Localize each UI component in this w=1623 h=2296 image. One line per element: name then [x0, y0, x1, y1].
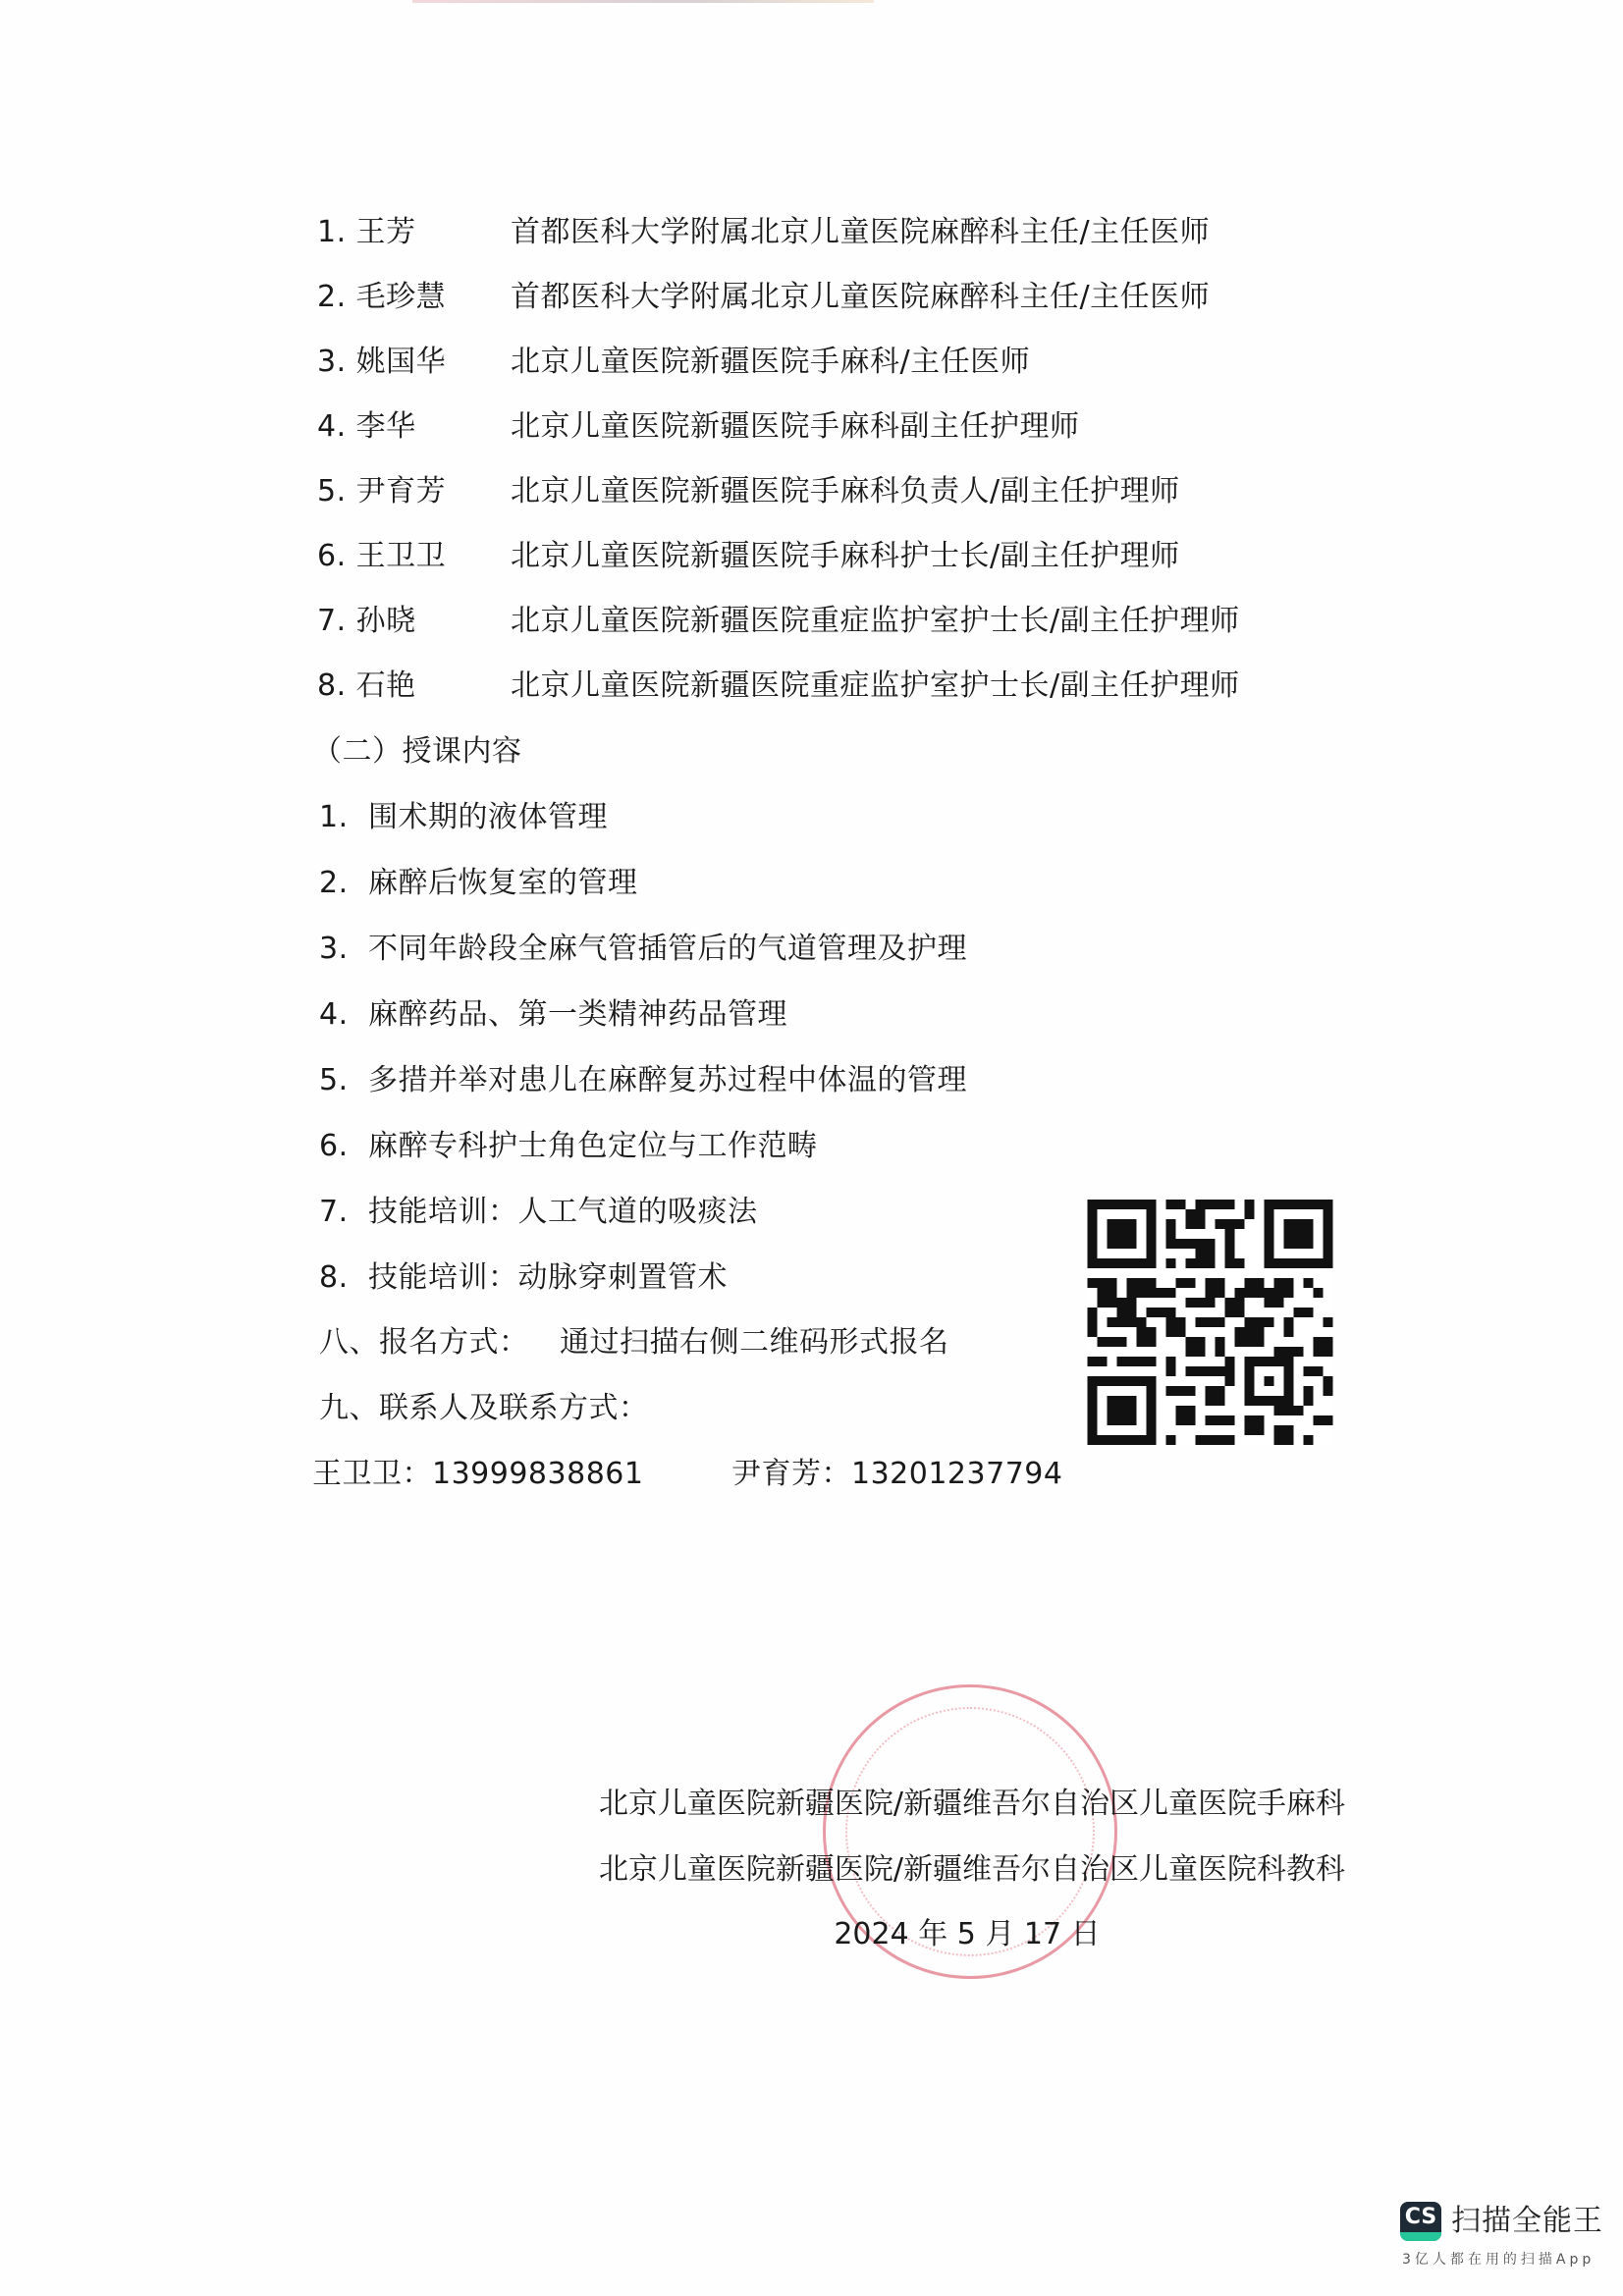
course-item-text: 技能培训：人工气道的吸痰法 [368, 1195, 758, 1229]
instructor-name: 4. 李华 [317, 409, 416, 444]
page-top-edge [412, 0, 874, 3]
instructor-name: 8. 石艳 [317, 668, 416, 703]
instructor-name: 3. 姚国华 [317, 345, 447, 379]
course-item-text: 麻醉后恢复室的管理 [368, 866, 638, 900]
signature-date: 2024 年 5 月 17 日 [834, 1917, 1101, 1951]
watermark-app-name: 扫描全能王 [1451, 2204, 1603, 2238]
course-item-number: 7. [319, 1195, 349, 1229]
course-item-number: 3. [319, 932, 349, 966]
course-item-number: 6. [319, 1129, 349, 1163]
instructor-title: 北京儿童医院新疆医院重症监护室护士长/副主任护理师 [511, 604, 1240, 638]
instructor-name: 2. 毛珍慧 [317, 280, 447, 314]
course-item-number: 1. [319, 800, 349, 834]
camscanner-logo-icon [1400, 2202, 1441, 2241]
watermark-tagline: 3亿人都在用的扫描App [1402, 2252, 1596, 2268]
instructor-title: 首都医科大学附属北京儿童医院麻醉科主任/主任医师 [511, 280, 1211, 314]
course-item-text: 多措并举对患儿在麻醉复苏过程中体温的管理 [368, 1063, 967, 1097]
course-item-text: 麻醉专科护士角色定位与工作范畴 [368, 1129, 818, 1163]
contact-person: 王卫卫：13999838861 [312, 1457, 644, 1491]
instructor-name: 6. 王卫卫 [317, 539, 447, 573]
instructor-name: 5. 尹育芳 [317, 474, 447, 508]
signature-line-1: 北京儿童医院新疆医院/新疆维吾尔自治区儿童医院手麻科 [598, 1787, 1346, 1821]
course-item-text: 麻醉药品、第一类精神药品管理 [368, 997, 787, 1032]
instructor-name: 1. 王芳 [317, 215, 416, 249]
logo-accent-bar [1400, 2232, 1441, 2241]
qr-code-graphic [1085, 1200, 1335, 1445]
course-section-heading: （二）授课内容 [312, 734, 522, 769]
course-item-number: 5. [319, 1063, 349, 1097]
registration-text: 通过扫描右侧二维码形式报名 [560, 1325, 949, 1360]
instructor-title: 北京儿童医院新疆医院手麻科负责人/副主任护理师 [511, 474, 1180, 508]
course-item-text: 围术期的液体管理 [368, 800, 608, 834]
instructor-title: 北京儿童医院新疆医院重症监护室护士长/副主任护理师 [511, 668, 1240, 703]
instructor-title: 北京儿童医院新疆医院手麻科护士长/副主任护理师 [511, 539, 1180, 573]
course-item-number: 2. [319, 866, 349, 900]
registration-label: 八、报名方式： [319, 1325, 529, 1360]
logo-text: CS [1404, 2205, 1437, 2229]
course-item-text: 技能培训：动脉穿刺置管术 [368, 1260, 728, 1295]
qr-code-icon[interactable] [1085, 1200, 1335, 1445]
contact-heading: 九、联系人及联系方式： [319, 1391, 649, 1425]
course-item-text: 不同年龄段全麻气管插管后的气道管理及护理 [368, 932, 967, 966]
instructor-title: 首都医科大学附属北京儿童医院麻醉科主任/主任医师 [511, 215, 1211, 249]
instructor-title: 北京儿童医院新疆医院手麻科/主任医师 [511, 345, 1031, 379]
contact-person: 尹育芳：13201237794 [731, 1457, 1063, 1491]
course-item-number: 8. [319, 1260, 349, 1295]
course-item-number: 4. [319, 997, 349, 1032]
signature-line-2: 北京儿童医院新疆医院/新疆维吾尔自治区儿童医院科教科 [598, 1852, 1346, 1887]
instructor-title: 北京儿童医院新疆医院手麻科副主任护理师 [511, 409, 1080, 444]
instructor-name: 7. 孙晓 [317, 604, 416, 638]
